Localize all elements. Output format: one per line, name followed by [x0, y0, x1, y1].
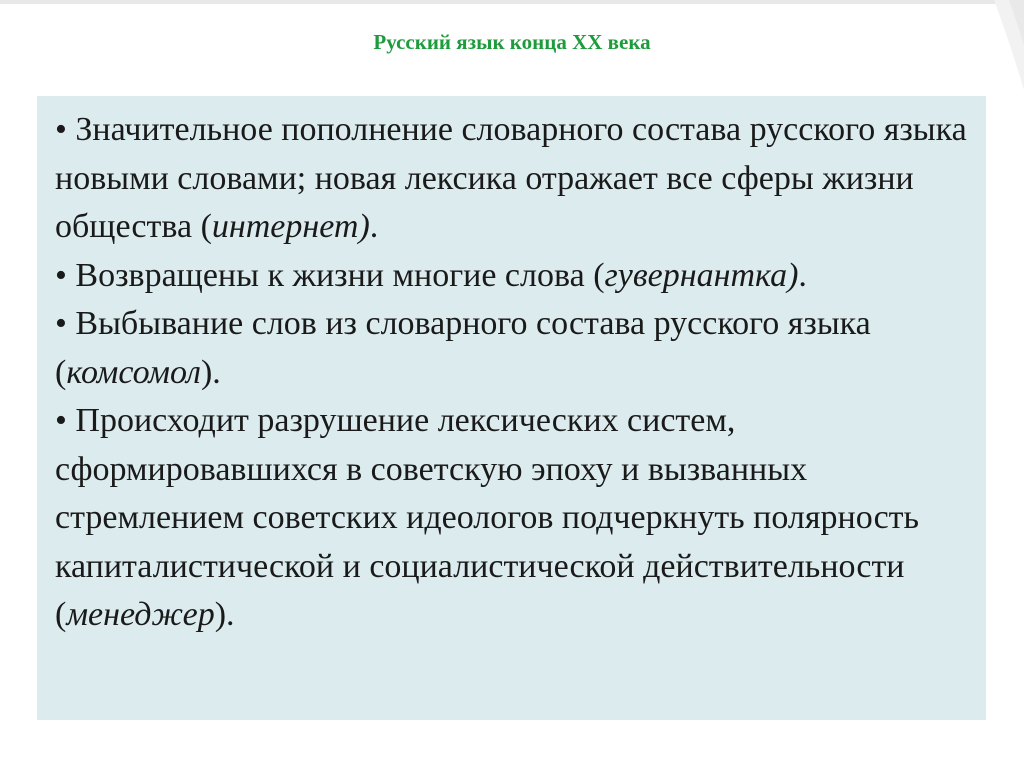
- bullet-tail: .: [798, 256, 807, 294]
- bullet-text: • Значительное пополнение словарного состава русского языка новыми словами; новая лексика отражает все сферы жизни общества (: [55, 111, 967, 245]
- slide-title: Русский язык конца XX века: [373, 30, 651, 54]
- bullet-item: [55, 300, 968, 397]
- bullet-item: [55, 252, 968, 301]
- bullet-emphasis: гувернантка): [604, 256, 799, 294]
- bullet-tail: .: [369, 208, 379, 245]
- bullet-emphasis: менеджер: [66, 596, 215, 633]
- top-rule: [0, 0, 1024, 4]
- bullet-emphasis: комсомол: [66, 353, 201, 391]
- content-box: [37, 96, 986, 720]
- bullet-emphasis: интернет): [211, 208, 370, 245]
- bullet-text: • Выбывание слов из словарного состава русского языка (: [55, 305, 871, 391]
- bullet-item: [55, 397, 968, 640]
- bullet-list: [55, 106, 968, 640]
- bullet-tail: ).: [200, 353, 221, 391]
- bullet-item: [55, 106, 968, 252]
- bullet-tail: ).: [214, 596, 235, 633]
- bullet-text: • Происходит разрушение лексических систем, сформировавшихся в советскую эпоху и вызванных стремлением советских идеологов подчеркнуть полярность капиталистической и социалистической действительности (: [55, 402, 920, 633]
- bullet-text: • Возвращены к жизни многие слова (: [55, 256, 605, 294]
